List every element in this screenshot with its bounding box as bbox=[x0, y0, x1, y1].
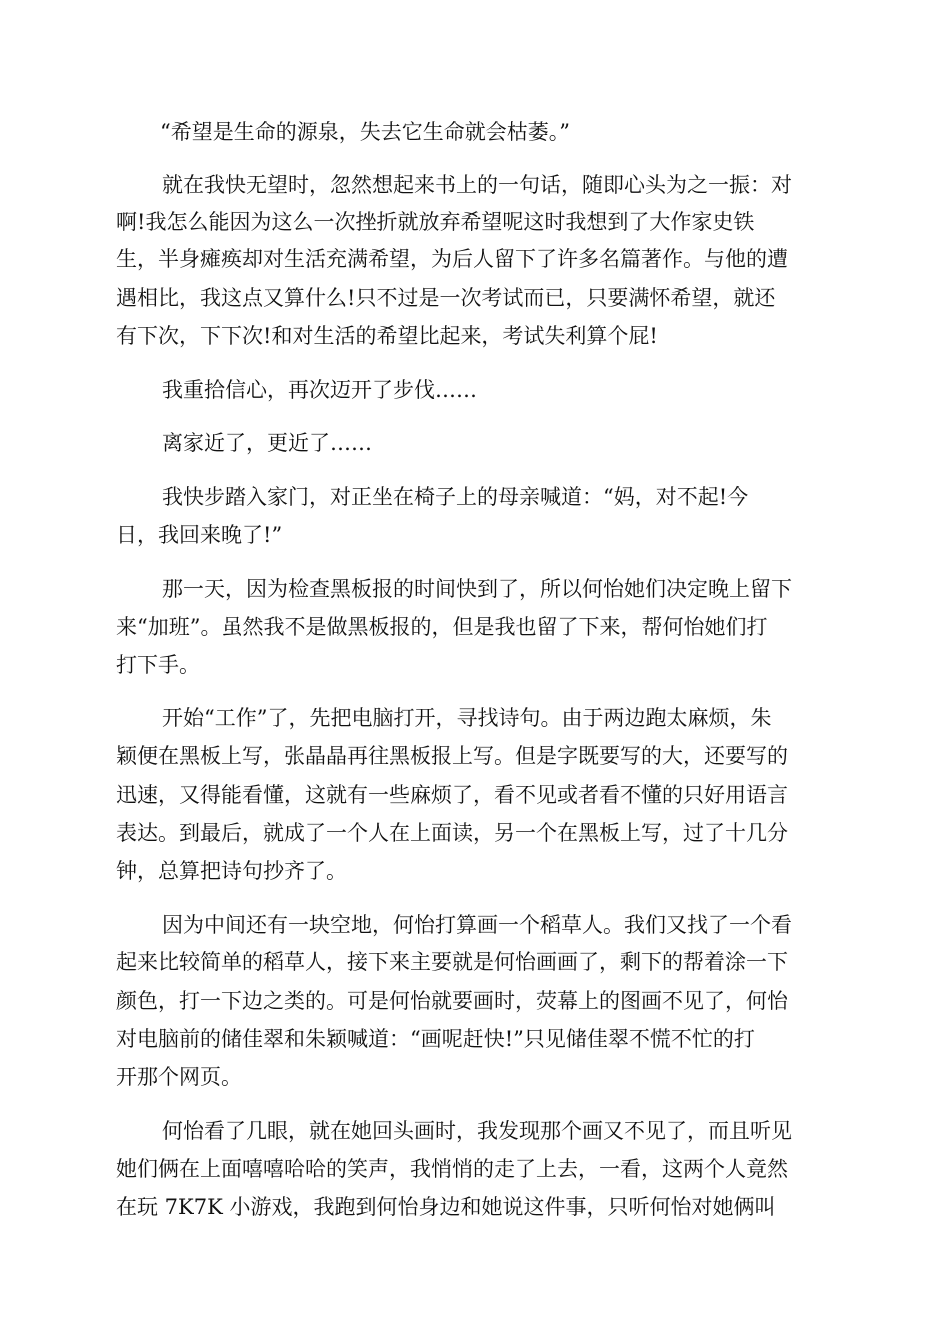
text-line: 开始“工作”了，先把电脑打开，寻找诗句。由于两边跑太麻烦，朱 bbox=[162, 706, 772, 730]
text-line: 因为中间还有一块空地，何怡打算画一个稻草人。我们又找了一个看 bbox=[162, 913, 792, 937]
text-line: 打下手。 bbox=[116, 653, 200, 677]
text-line: 起来比较简单的稻草人，接下来主要就是何怡画画了，剩下的帮着涂一下 bbox=[116, 950, 788, 974]
text-line: 就在我快无望时，忽然想起来书上的一句话，随即心头为之一振：对 bbox=[162, 173, 792, 197]
text-line: 她们俩在上面嘻嘻哈哈的笑声，我悄悄的走了上去，一看，这两个人竟然 bbox=[116, 1157, 788, 1181]
text-line: 离家近了，更近了…… bbox=[162, 431, 372, 455]
text-line: 有下次，下下次!和对生活的希望比起来，考试失利算个屁! bbox=[116, 324, 658, 348]
text-line: 表达。到最后，就成了一个人在上面读，另一个在黑板上写，过了十几分 bbox=[116, 821, 788, 845]
text-line: 颜色，打一下边之类的。可是何怡就要画时，荧幕上的图画不见了，何怡 bbox=[116, 989, 788, 1013]
text-line: 那一天，因为检查黑板报的时间快到了，所以何怡她们决定晚上留下 bbox=[162, 577, 792, 601]
text-line: 对电脑前的储佳翠和朱颖喊道：“画呢赶快!”只见储佳翠不慌不忙的打 bbox=[116, 1027, 755, 1051]
text-line: 遇相比，我这点又算什么!只不过是一次考试而已，只要满怀希望，就还 bbox=[116, 286, 776, 310]
text-line: 我重拾信心，再次迈开了步伐…… bbox=[162, 378, 477, 402]
text-line: 迅速，又得能看懂，这就有一些麻烦了，看不见或者看不懂的只好用语言 bbox=[116, 783, 788, 807]
text-line: 颖便在黑板上写，张晶晶再往黑板报上写。但是字既要写的大，还要写的 bbox=[116, 744, 788, 768]
text-line: 何怡看了几眼，就在她回头画时，我发现那个画又不见了，而且听见 bbox=[162, 1119, 792, 1143]
text-line: 日，我回来晚了!” bbox=[116, 523, 283, 547]
text-line: 在玩 7K7K 小游戏，我跑到何怡身边和她说这件事，只听何怡对她俩叫 bbox=[116, 1195, 776, 1219]
text-line: 啊!我怎么能因为这么一次挫折就放弃希望呢这时我想到了大作家史铁 bbox=[116, 210, 755, 234]
text-line: “希望是生命的源泉，失去它生命就会枯萎。” bbox=[160, 120, 570, 144]
text-line: 我快步踏入家门，对正坐在椅子上的母亲喊道：“妈，对不起!今 bbox=[162, 485, 749, 509]
text-line: 开那个网页。 bbox=[116, 1065, 242, 1089]
text-line: 来“加班”。虽然我不是做黑板报的，但是我也留了下来，帮何怡她们打 bbox=[116, 615, 768, 639]
text-line: 钟，总算把诗句抄齐了。 bbox=[116, 859, 347, 883]
text-line: 生，半身瘫痪却对生活充满希望，为后人留下了许多名篇著作。与他的遭 bbox=[116, 247, 788, 271]
